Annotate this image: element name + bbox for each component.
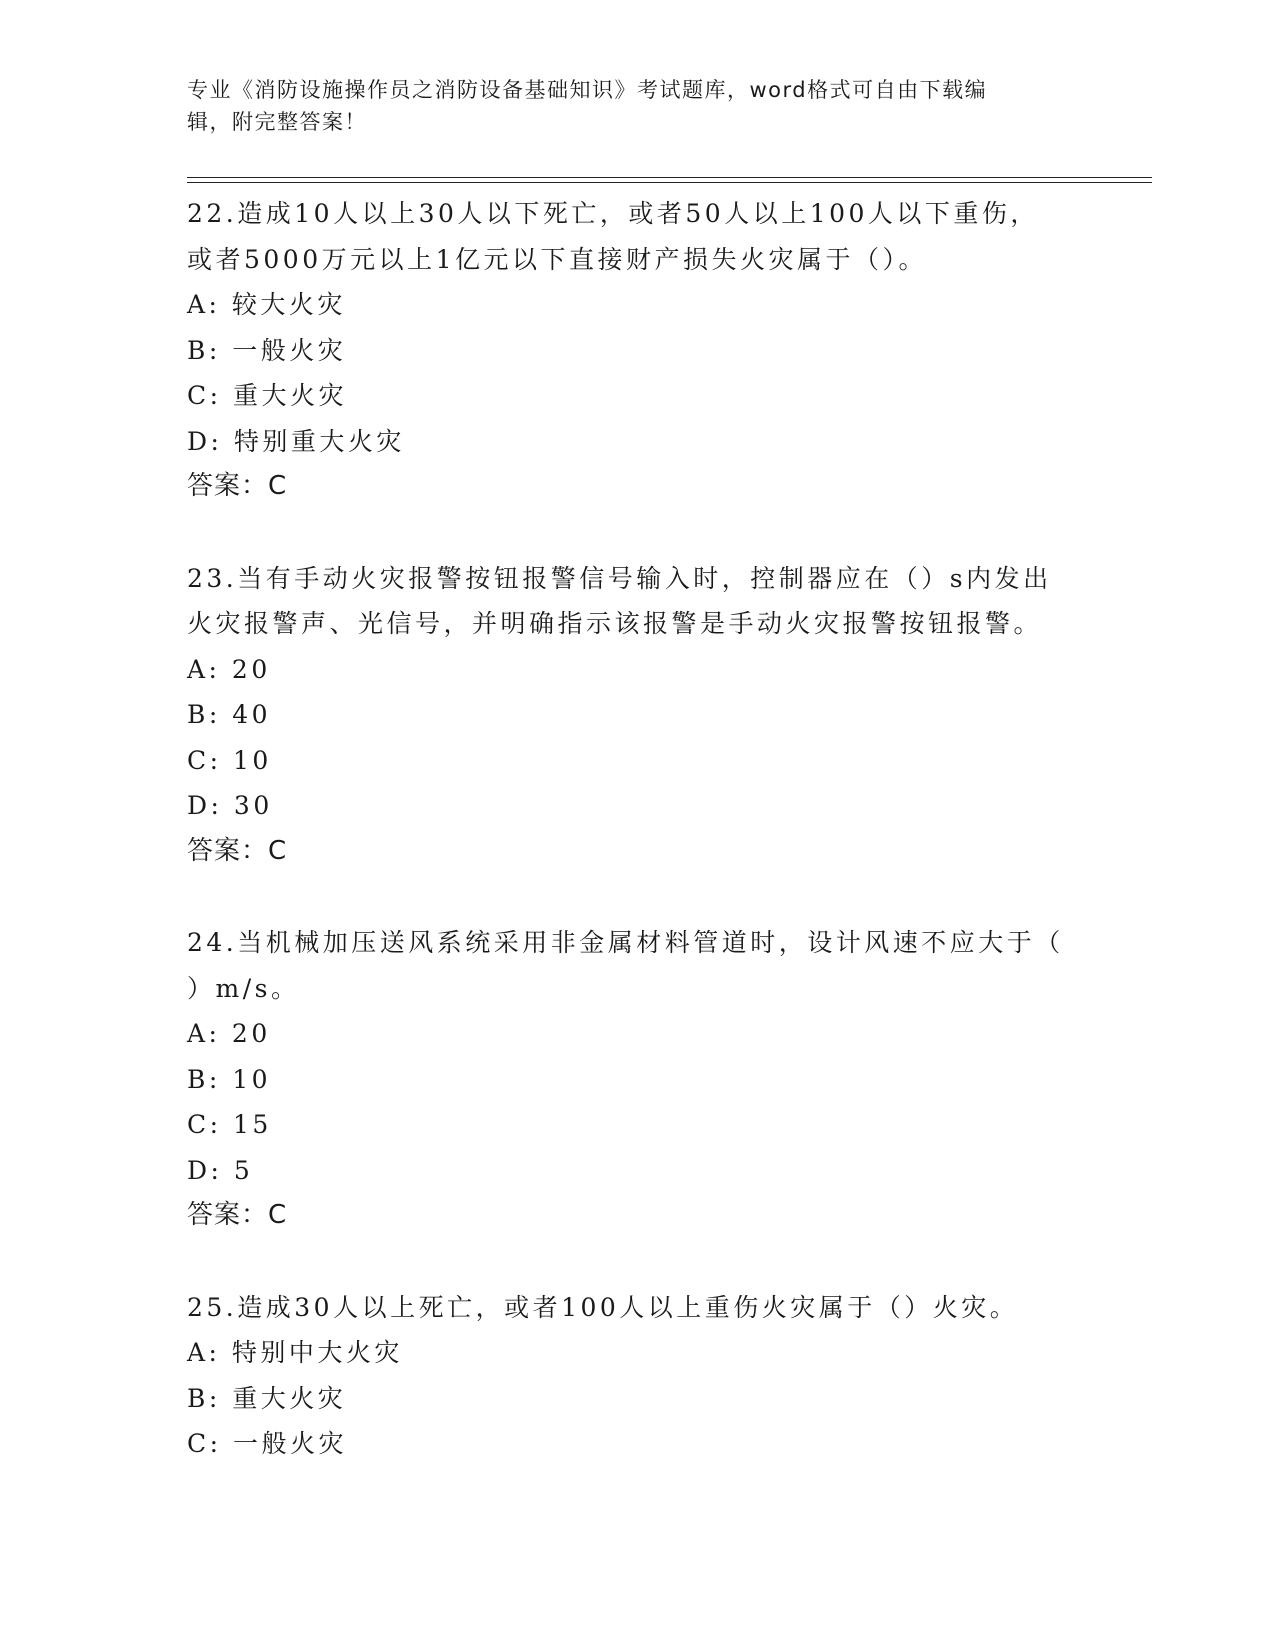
option-c: C: 15 xyxy=(187,1110,272,1139)
question-stem xyxy=(187,556,1067,647)
question-spacer xyxy=(187,1239,1087,1285)
option-c: C: 一般火灾 xyxy=(187,1429,347,1458)
option-b: B: 10 xyxy=(187,1064,272,1094)
option-a: A: 较大火灾 xyxy=(187,290,346,319)
option-b: B: 40 xyxy=(187,700,272,729)
question-stem-line: 23.当有手动火灾报警按钮报警信号输入时，控制器应在（）s内发出 xyxy=(187,563,1052,593)
header-divider-bottom xyxy=(187,182,1152,183)
answer: 答案：C xyxy=(187,835,288,866)
question-stem-line: 火灾报警声、光信号，并明确指示该报警是手动火灾报警按钮报警。 xyxy=(187,609,1043,638)
question-stem xyxy=(187,1285,1067,1331)
question-22 xyxy=(187,191,1087,510)
question-stem xyxy=(187,920,1067,1011)
question-list xyxy=(187,191,1087,1467)
header-line-1: 专业《消防设施操作员之消防设备基础知识》考试题库，word格式可自由下载编 xyxy=(187,78,988,102)
option-d: D: 30 xyxy=(187,791,273,820)
header-divider-top xyxy=(187,177,1152,178)
option-a: A: 特别中大火灾 xyxy=(187,1338,403,1367)
question-stem-line: ）m/s。 xyxy=(187,973,300,1003)
question-stem-line: 22.造成10人以上30人以下死亡，或者50人以上100人以下重伤， xyxy=(187,199,1039,228)
question-spacer xyxy=(187,874,1087,920)
answer: 答案：C xyxy=(187,471,288,501)
question-24 xyxy=(187,920,1087,1239)
option-a: A: 20 xyxy=(187,654,271,684)
option-c: C: 重大火灾 xyxy=(187,381,347,410)
question-25 xyxy=(187,1285,1087,1467)
option-b: B: 一般火灾 xyxy=(187,335,347,365)
question-stem-line: 或者5000万元以上1亿元以下直接财产损失火灾属于（）。 xyxy=(187,244,928,274)
option-d: D: 5 xyxy=(187,1155,254,1185)
question-23 xyxy=(187,556,1087,875)
option-c: C: 10 xyxy=(187,745,272,775)
option-a: A: 20 xyxy=(187,1019,271,1048)
option-b: B: 重大火灾 xyxy=(187,1383,347,1413)
question-stem-line: 25.造成30人以上死亡，或者100人以上重伤火灾属于（）火灾。 xyxy=(187,1292,1019,1322)
question-stem xyxy=(187,191,1067,282)
question-stem-line: 24.当机械加压送风系统采用非金属材料管道时，设计风速不应大于（ xyxy=(187,928,1064,957)
answer: 答案：C xyxy=(187,1200,288,1230)
question-spacer xyxy=(187,510,1087,556)
header-line-2: 辑，附完整答案！ xyxy=(187,110,367,134)
option-d: D: 特别重大火灾 xyxy=(187,426,405,456)
document-header xyxy=(187,74,1067,138)
